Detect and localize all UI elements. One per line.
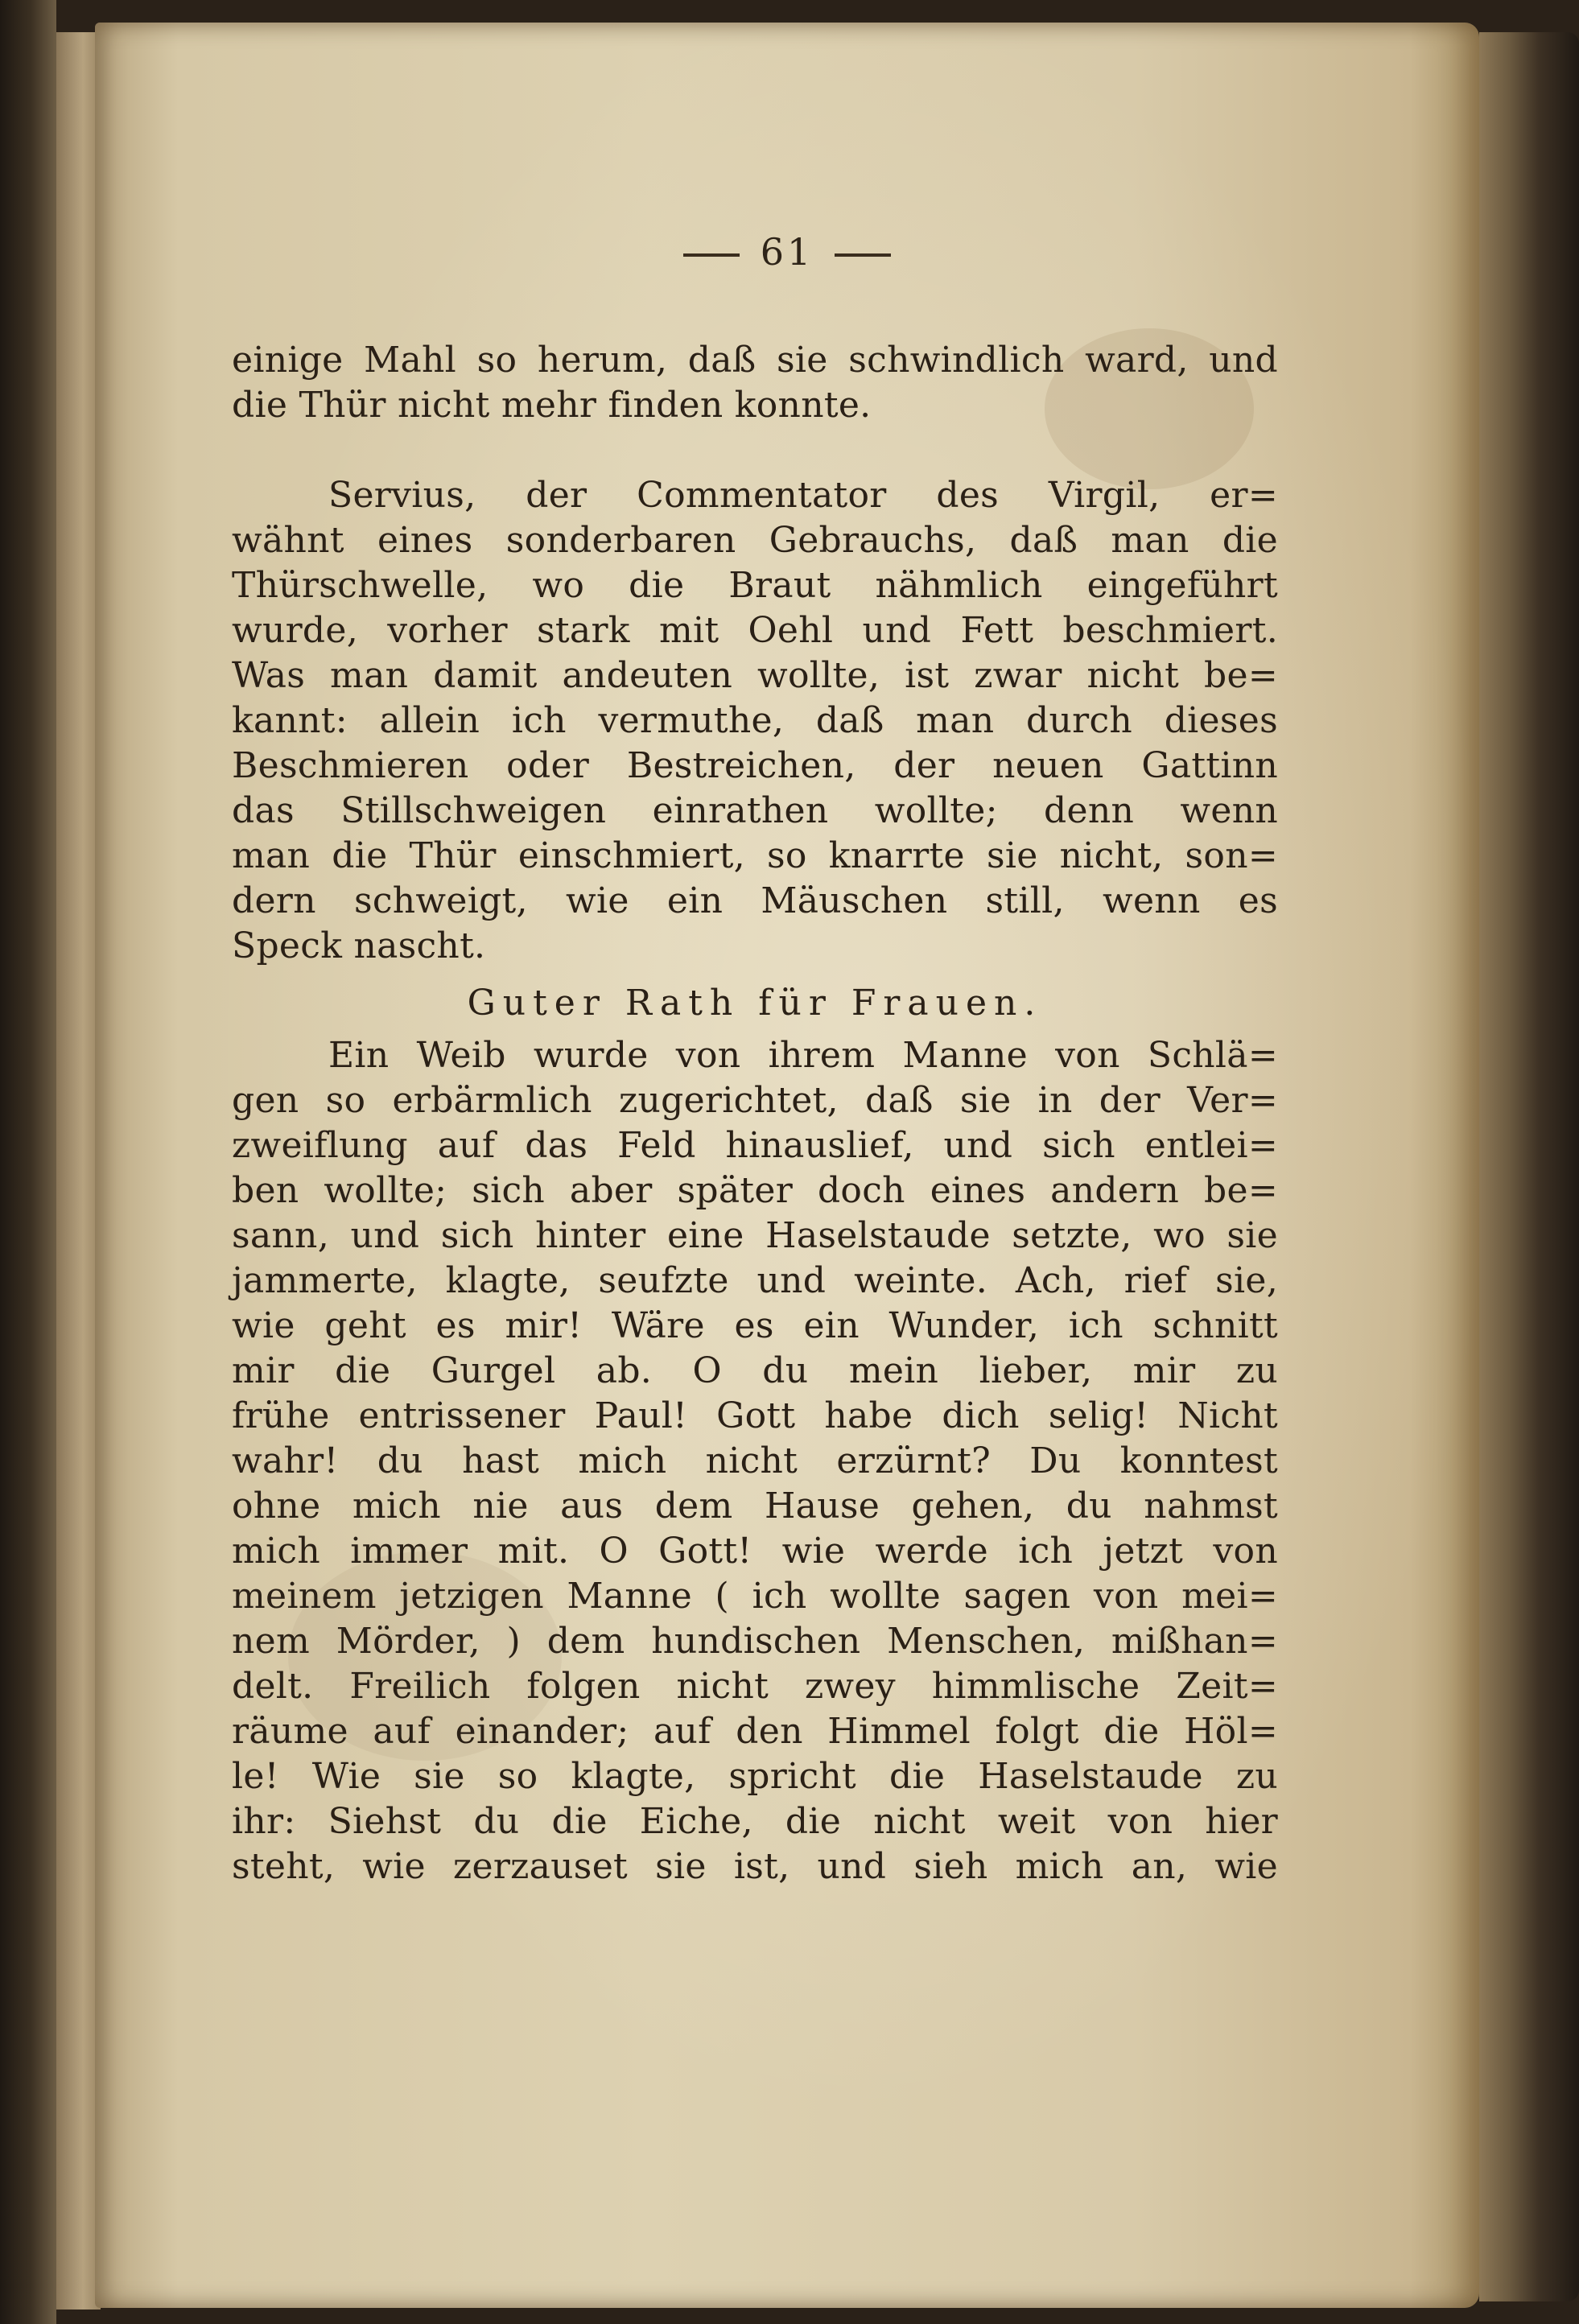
text-line: ihr: Siehst du die Eiche, die nicht weit von hier: [232, 1801, 1278, 1842]
text-line: wähnt eines sonderbaren Gebrauchs, daß man die: [232, 520, 1278, 561]
text-line: Ein Weib wurde von ihrem Manne von Schlä=: [328, 1035, 1278, 1076]
section-heading: Guter Rath für Frauen.: [467, 983, 1043, 1024]
paragraph-gap: [232, 428, 1278, 473]
text-line: Thürschwelle, wo die Braut nähmlich eingeführt: [232, 565, 1278, 606]
text-line: wahr! du hast mich nicht erzürnt? Du konntest: [232, 1440, 1278, 1481]
text-line: dern schweigt, wie ein Mäuschen still, wenn es: [232, 880, 1278, 921]
page-number-header: [95, 230, 1479, 274]
text-line: das Stillschweigen einrathen wollte; denn wenn: [232, 790, 1278, 831]
text-line: wie geht es mir! Wäre es ein Wunder, ich schnitt: [232, 1305, 1278, 1346]
text-line: ohne mich nie aus dem Hause gehen, du nahmst: [232, 1485, 1278, 1527]
text-line: jammerte, klagte, seufzte und weinte. Ach, rief sie,: [232, 1260, 1278, 1301]
text-line: zweiflung auf das Feld hinauslief, und sich entlei=: [232, 1125, 1278, 1166]
text-line: die Thür nicht mehr finden konnte.: [232, 385, 872, 426]
text-line: meinem jetzigen Manne ( ich wollte sagen von mei=: [232, 1576, 1278, 1617]
text-line: mich immer mit. O Gott! wie werde ich jetzt von: [232, 1531, 1278, 1572]
book-page: [95, 23, 1479, 2308]
text-line: Speck nascht.: [232, 925, 486, 966]
text-line: wurde, vorher stark mit Oehl und Fett beschmiert.: [232, 610, 1278, 651]
text-line: sann, und sich hinter eine Haselstaude setzte, wo sie: [232, 1215, 1278, 1256]
text-line: steht, wie zerzauset sie ist, und sieh mich an, wie: [232, 1846, 1278, 1887]
body-text: [232, 338, 1278, 1889]
text-line: Was man damit andeuten wollte, ist zwar nicht be=: [232, 655, 1278, 696]
page-stack-edge: [1479, 32, 1579, 2301]
text-line: nem Mörder, ) dem hundischen Menschen, mißhan=: [232, 1621, 1278, 1662]
text-line: gen so erbärmlich zugerichtet, daß sie in der Ver=: [232, 1080, 1278, 1121]
text-line: einige Mahl so herum, daß sie schwindlich ward, und: [232, 340, 1278, 381]
header-dash-right: [835, 253, 891, 257]
book-binding-left: [0, 0, 56, 2324]
text-line: kannt: allein ich vermuthe, daß man durch dieses: [232, 700, 1278, 741]
text-line: frühe entrissener Paul! Gott habe dich selig! Nicht: [232, 1395, 1278, 1436]
previous-page-edge: [56, 32, 101, 2310]
text-line: man die Thür einschmiert, so knarrte sie nicht, son=: [232, 835, 1278, 876]
text-line: mir die Gurgel ab. O du mein lieber, mir zu: [232, 1350, 1278, 1391]
text-line: le! Wie sie so klagte, spricht die Haselstaude zu: [232, 1756, 1278, 1797]
text-line: ben wollte; sich aber später doch eines andern be=: [232, 1170, 1278, 1211]
text-line: Servius, der Commentator des Virgil, er=: [328, 475, 1278, 516]
header-dash-left: [683, 253, 740, 257]
text-line: räume auf einander; auf den Himmel folgt die Höl=: [232, 1711, 1278, 1752]
text-line: delt. Freilich folgen nicht zwey himmlische Zeit=: [232, 1666, 1278, 1707]
page-number: 61: [760, 230, 814, 274]
text-line: Beschmieren oder Bestreichen, der neuen Gattinn: [232, 745, 1278, 786]
